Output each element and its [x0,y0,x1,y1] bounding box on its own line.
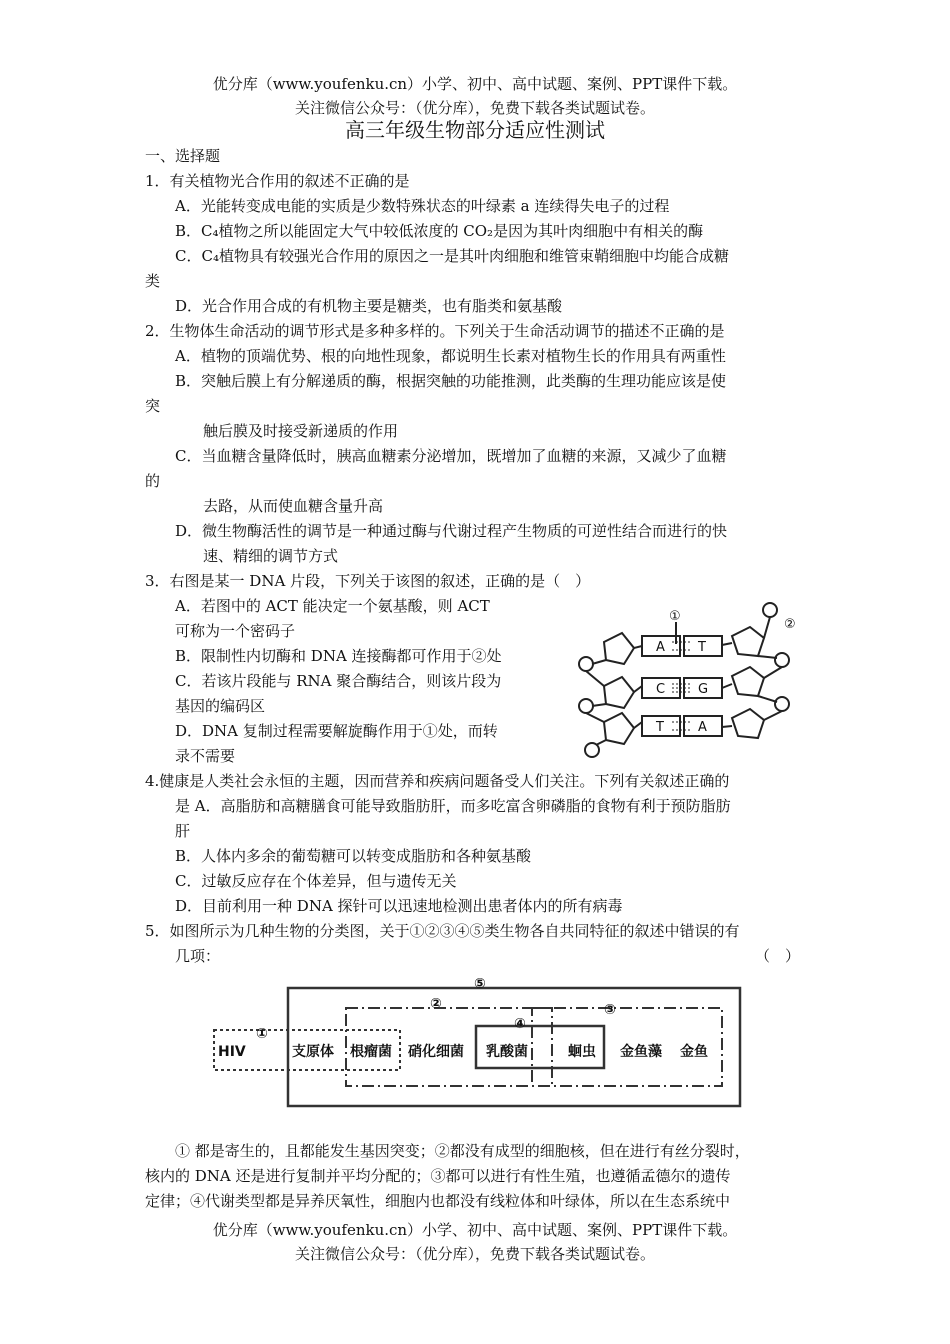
q3-option-a-cont: 可称为一个密码子 [175,622,296,640]
header-line-1: 优分库（www.youfenku.cn）小学、初中、高中试题、案例、PPT课件下载。 [212,75,738,93]
q4-option-a: 是 A．高脂肪和高糖膳食可能导致脂肪肝，而多吃富含卵磷脂的食物有利于预防脂肪 [175,797,731,815]
q2-option-b-cont: 突 [145,397,161,415]
q3-stem: 3．右图是某一 DNA 片段，下列关于该图的叙述，正确的是（ ） [145,572,591,590]
dna-mark-2: ② [784,617,796,632]
organism-hiv: HIV [218,1044,246,1060]
base-right-3: A [698,720,707,735]
footer-line-1: 优分库（www.youfenku.cn）小学、初中、高中试题、案例、PPT课件下载。 [212,1221,738,1239]
q5-stem-cont: 几项： [175,947,221,965]
group-2-number: ② [430,996,442,1012]
q2-option-c-cont: 的 [145,472,161,490]
base-right-2: G [698,682,709,697]
q5-statement-3: 定律；④代谢类型都是异养厌氧性，细胞内也都没有线粒体和叶绿体，所以在生态系统中 [145,1192,731,1210]
q1-option-c-cont: 类 [145,272,161,290]
q2-option-b-cont2: 触后膜及时接受新递质的作用 [203,422,399,440]
organism-rhizobium: 根瘤菌 [350,1044,392,1060]
q1-option-b: B．C₄植物之所以能固定大气中较低浓度的 CO₂是因为其叶肉细胞中有相关的酶 [175,222,704,240]
right-phosphate-3 [775,697,789,711]
q1-option-d: D．光合作用合成的有机物主要是糖类，也有脂类和氨基酸 [175,297,563,315]
left-sugar-3 [604,713,634,744]
classification-figure [208,972,748,1110]
organism-roundworm: 蛔虫 [568,1044,596,1060]
q3-option-d-cont: 录不需要 [175,747,236,765]
organism-nitrifying-bacteria: 硝化细菌 [408,1044,464,1060]
base-left-3: T [656,720,664,735]
right-sugar-3 [732,709,764,738]
q1-stem: 1．有关植物光合作用的叙述不正确的是 [145,172,410,190]
q2-stem: 2．生物体生命活动的调节形式是多种多样的。下列关于生命活动调节的描述不正确的是 [145,322,725,340]
left-phosphate-2 [579,699,593,713]
q5-answer-paren: （ ） [755,947,801,965]
organism-mycoplasma: 支原体 [292,1044,334,1060]
q5-stem: 5．如图所示为几种生物的分类图，关于①②③④⑤类生物各自共同特征的叙述中错误的有 [145,922,740,940]
q5-statement-2: 核内的 DNA 还是进行复制并平均分配的；③都可以进行有性生殖，也遵循孟德尔的遗传 [145,1167,731,1185]
right-sugar-1 [732,627,764,656]
q3-option-a: A．若图中的 ACT 能决定一个氨基酸，则 ACT [175,597,490,615]
right-sugar-2 [732,667,764,696]
group-1-number: ① [256,1026,268,1042]
right-phosphate-1 [763,603,777,617]
q3-option-b: B．限制性内切酶和 DNA 连接酶都可作用于②处 [175,647,502,665]
q4-option-d: D．目前利用一种 DNA 探针可以迅速地检测出患者体内的所有病毒 [175,897,623,915]
group-3-number: ③ [604,1002,616,1018]
q2-option-a: A．植物的顶端优势、根的向地性现象，都说明生长素对植物生长的作用具有两重性 [175,347,726,365]
footer-line-2: 关注微信公众号：（优分库），免费下载各类试题试卷。 [294,1245,655,1263]
dna-mark-1: ① [669,609,681,624]
q3-option-c-cont: 基因的编码区 [175,697,266,715]
q2-option-c-cont2: 去路，从而使血糖含量升高 [203,497,384,515]
right-phosphate-2 [775,653,789,667]
section-heading: 一、选择题 [145,147,221,165]
base-right-1: T [698,640,706,655]
q1-option-c: C．C₄植物具有较强光合作用的原因之一是其叶肉细胞和维管束鞘细胞中均能合成糖 [175,247,729,265]
q4-option-c: C．过敏反应存在个体差异，但与遗传无关 [175,872,457,890]
dna-fragment-figure [572,598,804,763]
group-5-number: ⑤ [474,976,486,992]
q1-option-a: A．光能转变成电能的实质是少数特殊状态的叶绿素 a 连续得失电子的过程 [175,197,670,215]
organism-hornwort: 金鱼藻 [620,1044,662,1060]
q4-option-a-cont: 肝 [175,822,191,840]
left-sugar-2 [604,677,634,708]
group-4-number: ④ [514,1016,526,1032]
q2-option-b: B．突触后膜上有分解递质的酶，根据突触的功能推测，此类酶的生理功能应该是使 [175,372,727,390]
q2-option-c: C．当血糖含量降低时，胰高血糖素分泌增加，既增加了血糖的来源，又减少了血糖 [175,447,727,465]
left-phosphate-1 [579,657,593,671]
q2-option-d-cont: 速、精细的调节方式 [203,547,339,565]
organism-goldfish: 金鱼 [680,1044,708,1060]
q5-statement-1: ① 都是寄生的，且都能发生基因突变；②都没有成型的细胞核，但在进行有丝分裂时， [175,1142,750,1160]
q3-option-d: D．DNA 复制过程需要解旋酶作用于①处，而转 [175,722,498,740]
q2-option-d: D．微生物酶活性的调节是一种通过酶与代谢过程产生物质的可逆性结合而进行的快 [175,522,728,540]
base-left-1: A [656,640,665,655]
q4-option-b: B．人体内多余的葡萄糖可以转变成脂肪和各种氨基酸 [175,847,532,865]
q4-stem: 4.健康是人类社会永恒的主题，因而营养和疾病问题备受人们关注。下列有关叙述正确的 [145,772,730,790]
left-sugar-1 [604,633,634,664]
header-line-2: 关注微信公众号：（优分库），免费下载各类试题试卷。 [294,99,655,117]
base-left-2: C [656,682,666,697]
page-title: 高三年级生物部分适应性测试 [345,118,605,142]
q3-option-c: C．若该片段能与 RNA 聚合酶结合，则该片段为 [175,672,502,690]
organism-lactobacillus: 乳酸菌 [486,1044,528,1060]
